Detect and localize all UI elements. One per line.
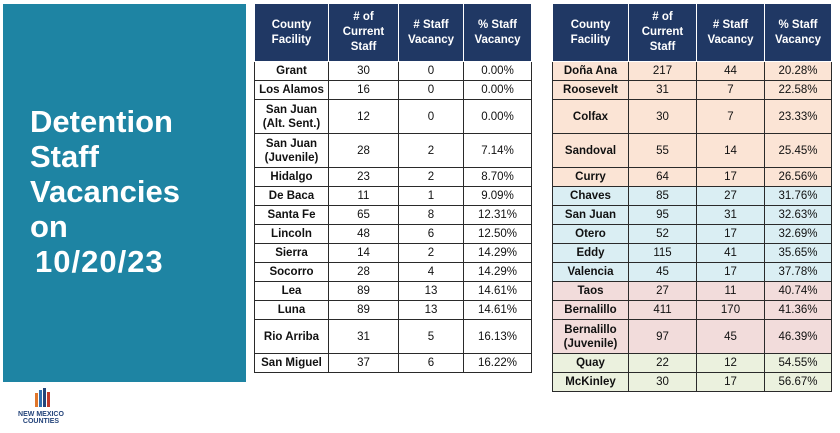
staff-vacancy-cell: 6: [399, 225, 464, 244]
current-staff-cell: 28: [329, 134, 399, 168]
title-date: 10/20/23: [35, 244, 164, 279]
county-cell: Socorro: [255, 263, 329, 282]
staff-vacancy-cell: 14: [697, 134, 765, 168]
current-staff-cell: 45: [629, 263, 697, 282]
table-row: [553, 225, 832, 244]
current-staff-cell: 89: [329, 282, 399, 301]
title-line: on: [30, 209, 68, 244]
pct-vacancy-cell: 32.69%: [765, 225, 832, 244]
county-cell: Luna: [255, 301, 329, 320]
title-line: Staff: [30, 139, 99, 174]
staff-vacancy-cell: 2: [399, 168, 464, 187]
left-vacancy-table: [254, 3, 532, 373]
county-cell: Grant: [255, 62, 329, 81]
staff-vacancy-cell: 31: [697, 206, 765, 225]
current-staff-cell: 23: [329, 168, 399, 187]
staff-vacancy-cell: 2: [399, 134, 464, 168]
current-staff-cell: 115: [629, 244, 697, 263]
pct-vacancy-cell: 14.61%: [464, 282, 532, 301]
county-cell: Quay: [553, 354, 629, 373]
staff-vacancy-cell: 45: [697, 320, 765, 354]
pct-vacancy-cell: 16.22%: [464, 354, 532, 373]
county-cell: Los Alamos: [255, 81, 329, 100]
pct-vacancy-cell: 14.61%: [464, 301, 532, 320]
county-cell: Bernalillo (Juvenile): [553, 320, 629, 354]
pct-vacancy-cell: 41.36%: [765, 301, 832, 320]
slide-title: [30, 104, 180, 279]
county-cell: Santa Fe: [255, 206, 329, 225]
right-vacancy-table: [552, 3, 832, 392]
table-row: [553, 301, 832, 320]
table-row: [255, 168, 532, 187]
table-row: [553, 244, 832, 263]
county-cell: Lincoln: [255, 225, 329, 244]
pct-vacancy-cell: 20.28%: [765, 62, 832, 81]
table-row: [553, 81, 832, 100]
county-cell: Eddy: [553, 244, 629, 263]
staff-vacancy-cell: 13: [399, 282, 464, 301]
staff-vacancy-cell: 2: [399, 244, 464, 263]
table-row: [255, 244, 532, 263]
staff-vacancy-cell: 7: [697, 100, 765, 134]
county-cell: Doña Ana: [553, 62, 629, 81]
county-cell: Otero: [553, 225, 629, 244]
header-current-staff: # of Current Staff: [329, 4, 399, 62]
header-county-facility: County Facility: [553, 4, 629, 62]
staff-vacancy-cell: 7: [697, 81, 765, 100]
table-row: [553, 62, 832, 81]
staff-vacancy-cell: 11: [697, 282, 765, 301]
current-staff-cell: 64: [629, 168, 697, 187]
table-row: [255, 263, 532, 282]
left-table-body: [255, 62, 532, 373]
table-row: [255, 100, 532, 134]
nm-counties-logo: [6, 387, 76, 431]
current-staff-cell: 217: [629, 62, 697, 81]
staff-vacancy-cell: 170: [697, 301, 765, 320]
header-staff-vacancy: # Staff Vacancy: [697, 4, 765, 62]
staff-vacancy-cell: 13: [399, 301, 464, 320]
current-staff-cell: 31: [629, 81, 697, 100]
pct-vacancy-cell: 7.14%: [464, 134, 532, 168]
current-staff-cell: 30: [629, 373, 697, 392]
current-staff-cell: 95: [629, 206, 697, 225]
current-staff-cell: 22: [629, 354, 697, 373]
county-cell: Colfax: [553, 100, 629, 134]
staff-vacancy-cell: 17: [697, 168, 765, 187]
pct-vacancy-cell: 40.74%: [765, 282, 832, 301]
table-row: [255, 206, 532, 225]
current-staff-cell: 30: [629, 100, 697, 134]
current-staff-cell: 52: [629, 225, 697, 244]
table-row: [553, 263, 832, 282]
table-row: [255, 282, 532, 301]
county-cell: San Juan: [553, 206, 629, 225]
current-staff-cell: 14: [329, 244, 399, 263]
title-panel: [3, 4, 246, 382]
county-cell: San Miguel: [255, 354, 329, 373]
county-cell: Sierra: [255, 244, 329, 263]
table-row: [553, 282, 832, 301]
county-cell: Curry: [553, 168, 629, 187]
current-staff-cell: 28: [329, 263, 399, 282]
header-current-staff: # of Current Staff: [629, 4, 697, 62]
pct-vacancy-cell: 14.29%: [464, 263, 532, 282]
pct-vacancy-cell: 23.33%: [765, 100, 832, 134]
pct-vacancy-cell: 32.63%: [765, 206, 832, 225]
current-staff-cell: 55: [629, 134, 697, 168]
current-staff-cell: 30: [329, 62, 399, 81]
staff-vacancy-cell: 41: [697, 244, 765, 263]
pct-vacancy-cell: 0.00%: [464, 62, 532, 81]
county-cell: Roosevelt: [553, 81, 629, 100]
county-cell: Lea: [255, 282, 329, 301]
header-pct-vacancy: % Staff Vacancy: [464, 4, 532, 62]
table-row: [255, 320, 532, 354]
table-row: [553, 206, 832, 225]
pct-vacancy-cell: 0.00%: [464, 100, 532, 134]
pct-vacancy-cell: 56.67%: [765, 373, 832, 392]
county-cell: Taos: [553, 282, 629, 301]
staff-vacancy-cell: 6: [399, 354, 464, 373]
staff-vacancy-cell: 44: [697, 62, 765, 81]
header-pct-vacancy: % Staff Vacancy: [765, 4, 832, 62]
county-cell: Valencia: [553, 263, 629, 282]
table-row: [553, 100, 832, 134]
current-staff-cell: 16: [329, 81, 399, 100]
table-row: [255, 81, 532, 100]
table-row: [553, 134, 832, 168]
county-cell: Rio Arriba: [255, 320, 329, 354]
pct-vacancy-cell: 14.29%: [464, 244, 532, 263]
staff-vacancy-cell: 8: [399, 206, 464, 225]
current-staff-cell: 12: [329, 100, 399, 134]
county-cell: McKinley: [553, 373, 629, 392]
table-row: [553, 354, 832, 373]
county-cell: Chaves: [553, 187, 629, 206]
table-row: [255, 225, 532, 244]
current-staff-cell: 48: [329, 225, 399, 244]
staff-vacancy-cell: 0: [399, 100, 464, 134]
current-staff-cell: 97: [629, 320, 697, 354]
current-staff-cell: 27: [629, 282, 697, 301]
table-row: [255, 134, 532, 168]
table-row: [553, 373, 832, 392]
table-row: [553, 320, 832, 354]
table-row: [553, 187, 832, 206]
header-county-facility: County Facility: [255, 4, 329, 62]
current-staff-cell: 89: [329, 301, 399, 320]
right-table-body: [553, 62, 832, 392]
current-staff-cell: 31: [329, 320, 399, 354]
pct-vacancy-cell: 22.58%: [765, 81, 832, 100]
staff-vacancy-cell: 0: [399, 81, 464, 100]
current-staff-cell: 65: [329, 206, 399, 225]
pct-vacancy-cell: 26.56%: [765, 168, 832, 187]
logo-text: NEW MEXICO: [18, 411, 64, 418]
pct-vacancy-cell: 12.50%: [464, 225, 532, 244]
county-cell: San Juan (Alt. Sent.): [255, 100, 329, 134]
county-cell: De Baca: [255, 187, 329, 206]
county-cell: San Juan (Juvenile): [255, 134, 329, 168]
pct-vacancy-cell: 16.13%: [464, 320, 532, 354]
staff-vacancy-cell: 17: [697, 225, 765, 244]
pct-vacancy-cell: 9.09%: [464, 187, 532, 206]
county-cell: Hidalgo: [255, 168, 329, 187]
pct-vacancy-cell: 54.55%: [765, 354, 832, 373]
staff-vacancy-cell: 1: [399, 187, 464, 206]
current-staff-cell: 11: [329, 187, 399, 206]
staff-vacancy-cell: 12: [697, 354, 765, 373]
staff-vacancy-cell: 5: [399, 320, 464, 354]
current-staff-cell: 37: [329, 354, 399, 373]
table-row: [553, 168, 832, 187]
pct-vacancy-cell: 25.45%: [765, 134, 832, 168]
pct-vacancy-cell: 46.39%: [765, 320, 832, 354]
table-row: [255, 62, 532, 81]
nm-counties-logo-icon: [34, 387, 52, 409]
pct-vacancy-cell: 35.65%: [765, 244, 832, 263]
pct-vacancy-cell: 0.00%: [464, 81, 532, 100]
staff-vacancy-cell: 4: [399, 263, 464, 282]
table-row: [255, 187, 532, 206]
staff-vacancy-cell: 17: [697, 263, 765, 282]
pct-vacancy-cell: 8.70%: [464, 168, 532, 187]
header-staff-vacancy: # Staff Vacancy: [399, 4, 464, 62]
current-staff-cell: 85: [629, 187, 697, 206]
pct-vacancy-cell: 31.76%: [765, 187, 832, 206]
pct-vacancy-cell: 12.31%: [464, 206, 532, 225]
staff-vacancy-cell: 17: [697, 373, 765, 392]
county-cell: Sandoval: [553, 134, 629, 168]
title-line: Vacancies: [30, 174, 180, 209]
table-row: [255, 354, 532, 373]
staff-vacancy-cell: 27: [697, 187, 765, 206]
county-cell: Bernalillo: [553, 301, 629, 320]
pct-vacancy-cell: 37.78%: [765, 263, 832, 282]
staff-vacancy-cell: 0: [399, 62, 464, 81]
table-row: [255, 301, 532, 320]
title-line: Detention: [30, 104, 173, 139]
logo-text: COUNTIES: [22, 418, 60, 425]
current-staff-cell: 411: [629, 301, 697, 320]
